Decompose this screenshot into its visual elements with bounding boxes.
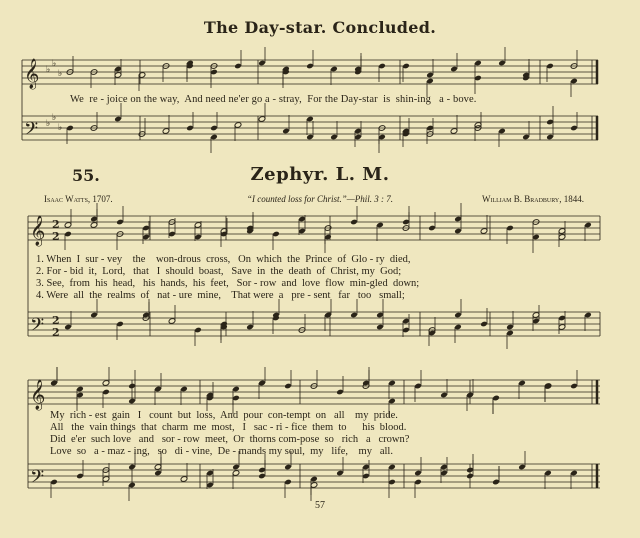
svg-text:2: 2	[52, 314, 60, 327]
svg-text:𝄢: 𝄢	[30, 467, 45, 492]
verse-line: 1. When I sur - vey the won-drous cross, On which the Prince of Glo - ry died,	[36, 254, 411, 265]
svg-text:♭: ♭	[52, 113, 57, 123]
svg-text:2: 2	[52, 326, 60, 339]
verse-line: Love so a - maz - ing, so di - vine, De - mands my soul, my life, my all.	[50, 446, 393, 457]
svg-text:♭: ♭	[46, 65, 51, 75]
section-title: The Day-star. Concluded.	[203, 18, 437, 37]
author-credit: Isaac Watts, 1707.	[44, 194, 113, 204]
scripture-reference: “I counted loss for Christ.”—Phil. 3 : 7.	[246, 194, 393, 204]
svg-text:𝄞: 𝄞	[30, 216, 46, 246]
svg-text:♭: ♭	[52, 59, 57, 69]
verse-line: Did e'er such love and sor - row meet, Or thorns com-pose so rich a crown?	[50, 434, 410, 445]
svg-text:𝄞: 𝄞	[30, 380, 46, 410]
svg-text:♭: ♭	[58, 123, 63, 133]
verse-line: My rich - est gain I count but loss, And pour con-tempt on all my pride.	[50, 410, 398, 421]
verse-line: 4. Were all the realms of nat - ure mine, That were a pre - sent far too small;	[36, 290, 405, 301]
verse-line: 3. See, from his head, his hands, his feet, Sor - row and love flow min-gled down;	[36, 278, 420, 289]
page-number: 57	[315, 500, 325, 511]
hymn-title: Zephyr. L. M.	[250, 164, 390, 185]
hymn-number: 55.	[72, 166, 100, 185]
staff-lines	[22, 60, 598, 84]
svg-text:𝄢: 𝄢	[30, 315, 45, 340]
svg-text:2: 2	[52, 218, 60, 231]
top-lyric-line: We re - joice on the way, And need ne'er go a - stray, For the Day-star is shin-ing a - bove.	[70, 94, 477, 105]
svg-text:𝄢: 𝄢	[24, 119, 39, 144]
svg-text:♭: ♭	[58, 69, 63, 79]
svg-text:♭: ♭	[46, 119, 51, 129]
svg-text:𝄞: 𝄞	[24, 59, 40, 89]
verse-line: All the vain things that charm me most, I sac - ri - fice them to his blood.	[50, 422, 407, 433]
composer-credit: William B. Bradbury, 1844.	[481, 194, 584, 204]
svg-text:2: 2	[52, 230, 60, 243]
verse-line: 2. For - bid it, Lord, that I should boast, Save in the death of Christ, my God;	[36, 266, 402, 277]
